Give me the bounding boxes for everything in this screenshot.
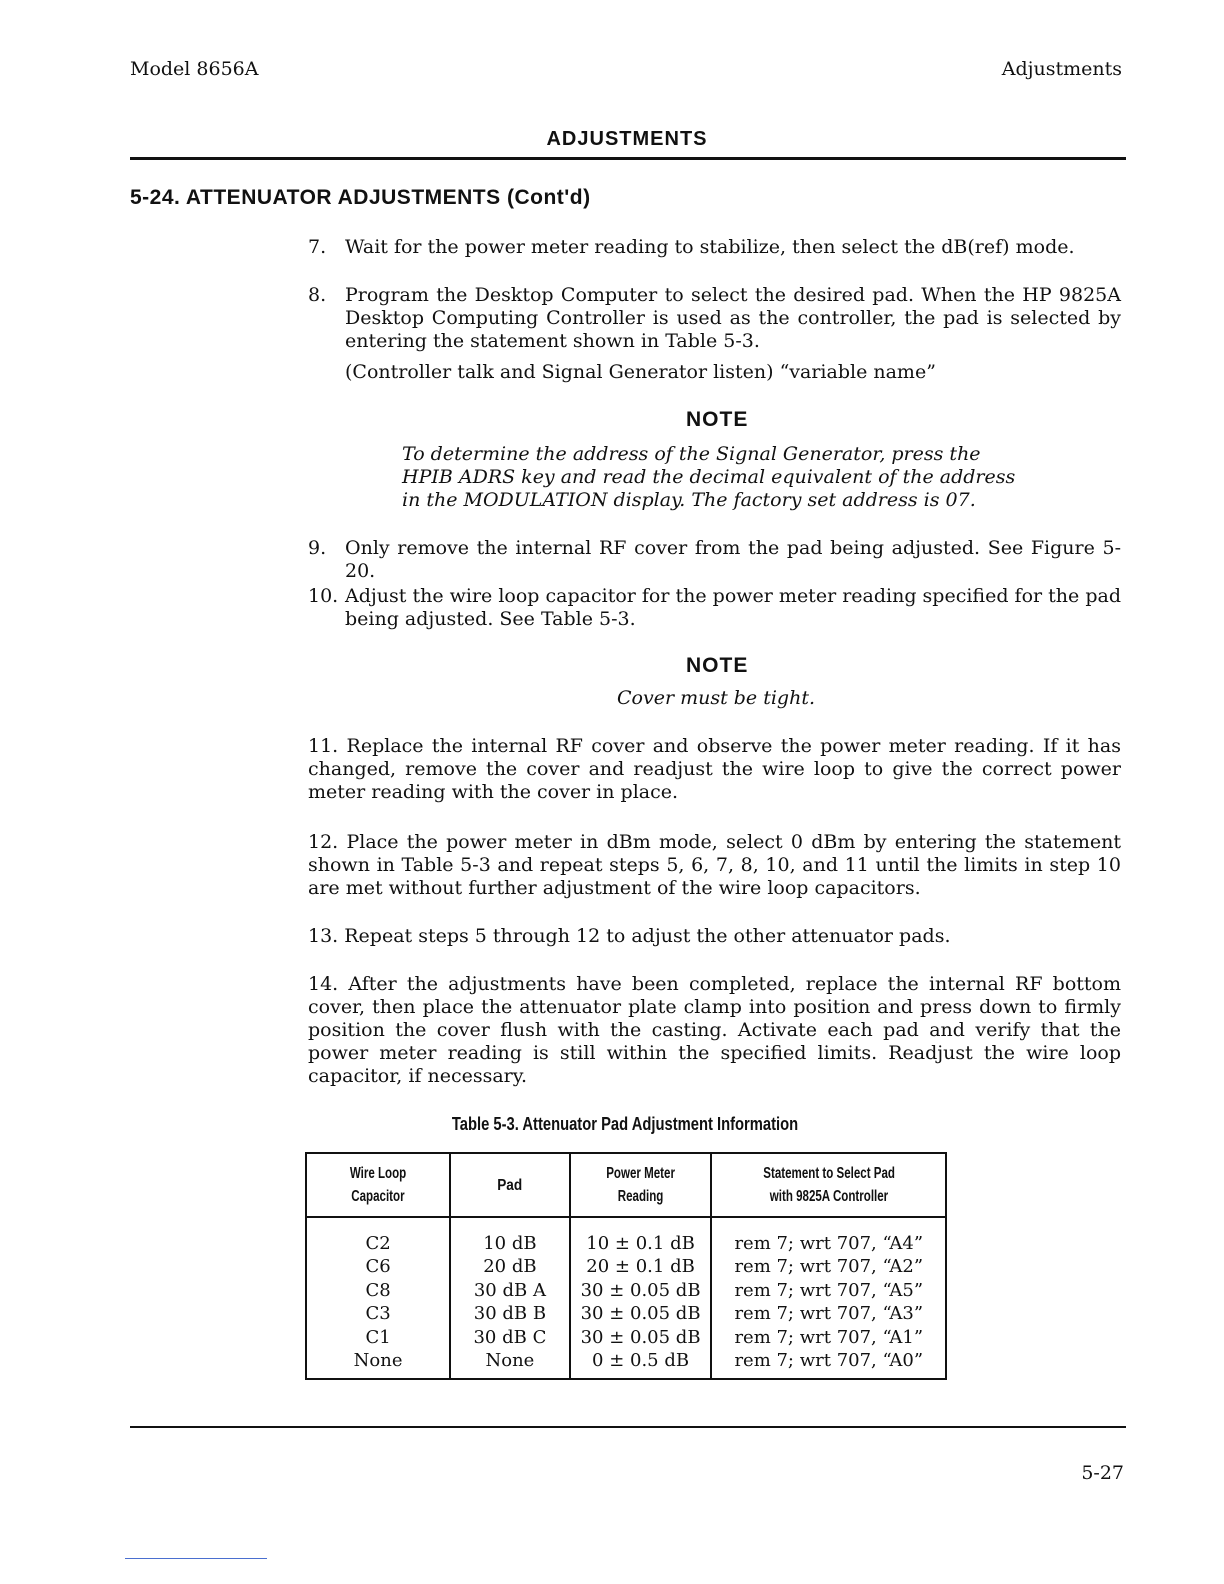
col-header-capacitor: Wire Loop Capacitor xyxy=(306,1153,450,1217)
step-11: 11. Replace the internal RF cover and observe the power meter reading. If it has changed, remove the cover and readjust the wire loop to give the correct power meter reading with the cover in place. xyxy=(308,735,1121,803)
step-subtext: (Controller talk and Signal Generator listen) “variable name” xyxy=(345,361,936,383)
section-title: 5-24. ATTENUATOR ADJUSTMENTS (Cont'd) xyxy=(130,186,591,209)
step-number: 8. xyxy=(308,284,327,306)
step-text: Wait for the power meter reading to stabilize, then select the dB(ref) mode. xyxy=(345,236,1075,258)
step-12: 12. Place the power meter in dBm mode, select 0 dBm by entering the statement shown in Table 5-3 and repeat steps 5, 6, 7, 8, 10, and 11 until the limits in step 10 are met without further adjustment of the wire loop capacitors. xyxy=(308,831,1121,899)
col-header-pad: Pad xyxy=(450,1153,569,1217)
reading-cell: 10 ± 0.1 dB 20 ± 0.1 dB 30 ± 0.05 dB 30 ± 0.05 dB 30 ± 0.05 dB 0 ± 0.5 dB xyxy=(570,1217,712,1379)
edge-mark xyxy=(125,1558,267,1559)
step-text: Only remove the internal RF cover from the pad being adjusted. See Figure 5-20. xyxy=(345,537,1121,582)
statement-cell: rem 7; wrt 707, “A4” rem 7; wrt 707, “A2” rem 7; wrt 707, “A5” rem 7; wrt 707, “A3” rem 7; wrt 707, “A1” rem 7; wrt 707, “A0” xyxy=(734,1233,924,1372)
banner-title: ADJUSTMENTS xyxy=(546,128,708,150)
table-caption: Table 5-3. Attenuator Pad Adjustment Information xyxy=(451,1114,799,1134)
attenuator-table xyxy=(305,1152,947,1380)
page-number: 5-27 xyxy=(1081,1462,1124,1484)
step-number: 7. xyxy=(308,236,327,258)
step-9 xyxy=(308,537,1121,583)
note-text: Cover must be tight. xyxy=(617,687,815,709)
note-title: NOTE xyxy=(686,408,749,431)
pad-cell: 10 dB 20 dB 30 dB A 30 dB B 30 dB C None xyxy=(450,1217,569,1379)
footer-rule xyxy=(130,1426,1126,1428)
header-section: Adjustments xyxy=(1001,58,1122,80)
step-14: 14. After the adjustments have been completed, replace the internal RF bottom cover, then place the attenuator plate clamp into position and press down to firmly position the cover flush with the casting. Activate each pad and verify that the power meter reading is still within the specified limits. Readjust the wire loop capacitor, if necessary. xyxy=(308,973,1121,1087)
note-title: NOTE xyxy=(686,654,749,677)
step-10 xyxy=(308,585,1121,631)
step-text: Program the Desktop Computer to select the desired pad. When the HP 9825A Desktop Computing Controller is used as the controller, the pad is selected by entering the statement shown in Table 5-3. xyxy=(345,284,1121,352)
capacitor-cell: C2 C6 C8 C3 C1 None xyxy=(306,1217,450,1379)
step-number: 10. xyxy=(308,585,339,607)
header-rule xyxy=(130,157,1126,160)
step-13: 13. Repeat steps 5 through 12 to adjust the other attenuator pads. xyxy=(308,925,951,947)
step-8 xyxy=(308,284,1121,384)
step-number: 9. xyxy=(308,537,327,559)
col-header-reading: Power Meter Reading xyxy=(570,1153,712,1217)
step-7 xyxy=(308,236,1121,259)
header-model: Model 8656A xyxy=(130,58,259,80)
note-text: To determine the address of the Signal Generator, press the HPIB ADRS key and read the decimal equivalent of the address in the MODULATION display. The factory set address is 07. xyxy=(402,443,1016,511)
col-header-statement: Statement to Select Pad with 9825A Controller xyxy=(711,1153,946,1217)
table-row xyxy=(306,1217,946,1379)
table-header-row xyxy=(306,1153,946,1217)
step-text: Adjust the wire loop capacitor for the power meter reading specified for the pad being adjusted. See Table 5-3. xyxy=(345,585,1121,630)
